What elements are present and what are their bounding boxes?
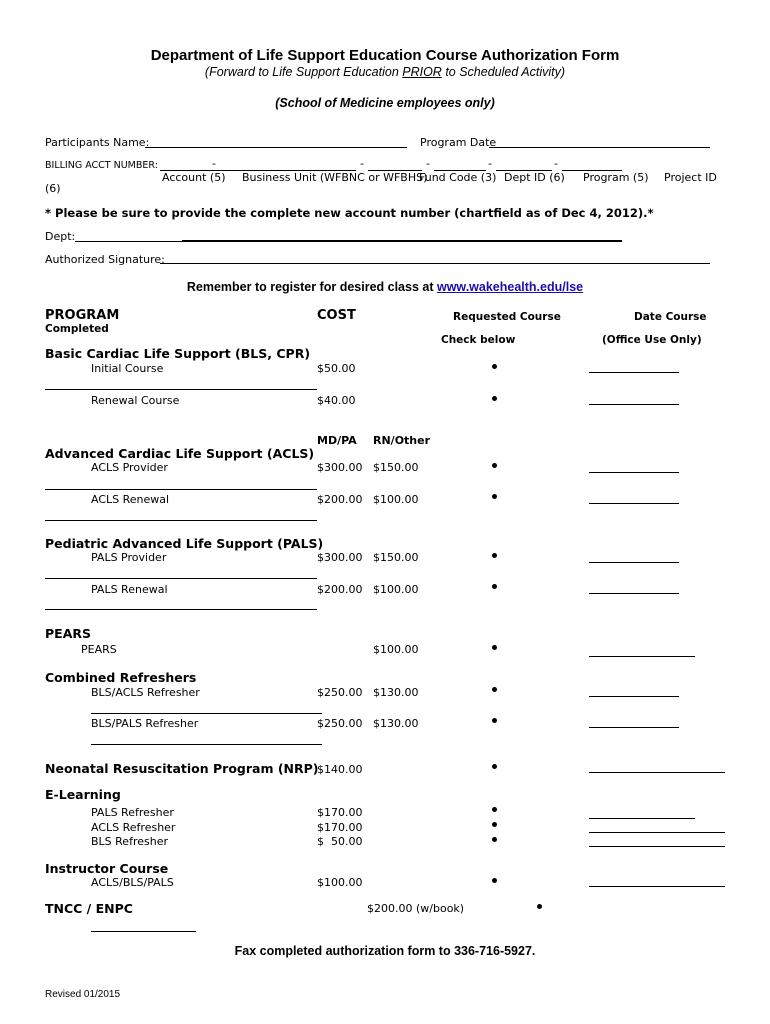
acls-renewal-date-field[interactable]	[589, 503, 679, 504]
acls-refresher-check[interactable]	[492, 822, 497, 827]
som-only-note: (School of Medicine employees only)	[275, 96, 495, 110]
pals-provider-label: PALS Provider	[91, 551, 167, 564]
dash: -	[488, 157, 492, 170]
pals-renewal-completed-line[interactable]	[45, 609, 317, 610]
bls-acls-refresher-check[interactable]	[492, 687, 497, 692]
acls-renewal-mdpa: $200.00	[317, 493, 363, 506]
mdpa-column-header: MD/PA	[317, 434, 357, 447]
acls-provider-mdpa: $300.00	[317, 461, 363, 474]
instructor-course-label: ACLS/BLS/PALS	[91, 876, 174, 889]
bls-refresher-check[interactable]	[492, 837, 497, 842]
check-below-header: Check below	[441, 334, 516, 346]
chartfield-notice: * Please be sure to provide the complete new account number (chartfield as of Dec 4, 2012).*	[45, 206, 654, 220]
pals-renewal-mdpa: $200.00	[317, 583, 363, 596]
project-id-label: Project ID	[664, 171, 717, 184]
acls-renewal-rn: $100.00	[373, 493, 419, 506]
fund-code-label: Fund Code (3)	[419, 171, 497, 184]
revised-date: Revised 01/2015	[45, 989, 121, 1000]
bls-initial-cost: $50.00	[317, 362, 356, 375]
pals-provider-rn: $150.00	[373, 551, 419, 564]
pears-label: PEARS	[81, 643, 117, 656]
nrp-date-field[interactable]	[589, 772, 725, 773]
dash: -	[554, 157, 558, 170]
cost-column-header: COST	[317, 308, 356, 323]
tncc-section-title: TNCC / ENPC	[45, 901, 133, 916]
completed-column-header: Completed	[45, 323, 109, 335]
acls-refresher-cost: $170.00	[317, 821, 363, 834]
dept-field-underline	[182, 240, 622, 241]
bls-renewal-check[interactable]	[492, 396, 497, 401]
pears-date-field[interactable]	[589, 656, 695, 657]
register-note	[0, 280, 770, 294]
dash: -	[426, 157, 430, 170]
forward-prior: PRIOR	[402, 65, 442, 79]
fax-instructions: Fax completed authorization form to 336-716-5927.	[234, 944, 536, 958]
bls-pals-refresher-completed-line[interactable]	[91, 744, 322, 745]
bls-initial-label: Initial Course	[91, 362, 164, 375]
acls-renewal-completed-line[interactable]	[45, 520, 317, 521]
program-label: Program (5)	[583, 171, 649, 184]
bls-pals-refresher-check[interactable]	[492, 718, 497, 723]
bls-acls-refresher-mdpa: $250.00	[317, 686, 363, 699]
pals-section-title: Pediatric Advanced Life Support (PALS)	[45, 536, 324, 551]
program-date-field[interactable]	[489, 147, 710, 148]
nrp-cost: $140.00	[317, 763, 363, 776]
pals-renewal-check[interactable]	[492, 584, 497, 589]
bls-acls-refresher-rn: $130.00	[373, 686, 419, 699]
tncc-completed-line[interactable]	[91, 931, 196, 932]
authorized-signature-field[interactable]	[160, 263, 710, 264]
business-unit-label: Business Unit (WFBNC or WFBHS)	[242, 171, 428, 184]
pals-provider-date-field[interactable]	[589, 562, 679, 563]
bls-section-title: Basic Cardiac Life Support (BLS, CPR)	[45, 346, 311, 361]
acls-provider-completed-line[interactable]	[45, 489, 317, 490]
instructor-course-date-field[interactable]	[589, 886, 725, 887]
register-link[interactable]: www.wakehealth.edu/lse	[436, 280, 584, 294]
dept-field[interactable]	[75, 241, 622, 242]
dept-id-label: Dept ID (6)	[504, 171, 565, 184]
acls-provider-rn: $150.00	[373, 461, 419, 474]
forward-post: to Scheduled Activity)	[441, 65, 566, 79]
bls-pals-refresher-rn: $130.00	[373, 717, 419, 730]
bls-renewal-label: Renewal Course	[91, 394, 180, 407]
forward-note	[0, 65, 770, 79]
bls-acls-refresher-date-field[interactable]	[589, 696, 679, 697]
tncc-check[interactable]	[537, 904, 542, 909]
pals-refresher-label: PALS Refresher	[91, 806, 174, 819]
acls-refresher-date-field[interactable]	[589, 832, 725, 833]
bls-refresher-date-field[interactable]	[589, 846, 725, 847]
instructor-section-title: Instructor Course	[45, 861, 169, 876]
program-column-header: PROGRAM	[45, 308, 120, 323]
pals-provider-mdpa: $300.00	[317, 551, 363, 564]
pals-refresher-date-field[interactable]	[589, 818, 695, 819]
acls-provider-label: ACLS Provider	[91, 461, 168, 474]
acls-provider-check[interactable]	[492, 463, 497, 468]
bls-renewal-cost: $40.00	[317, 394, 356, 407]
pears-check[interactable]	[492, 645, 497, 650]
billing-acct-label: BILLING ACCT NUMBER:	[45, 160, 158, 171]
instructor-course-check[interactable]	[492, 878, 497, 883]
dash: -	[360, 157, 364, 170]
bls-initial-date-field[interactable]	[589, 372, 679, 373]
bls-initial-check[interactable]	[492, 364, 497, 369]
combined-section-title: Combined Refreshers	[45, 670, 197, 685]
date-course-header: Date Course	[634, 311, 707, 323]
elearning-section-title: E-Learning	[45, 787, 121, 802]
pals-renewal-rn: $100.00	[373, 583, 419, 596]
bls-pals-refresher-mdpa: $250.00	[317, 717, 363, 730]
dept-label: Dept:	[45, 230, 76, 243]
program-date-label: Program Date	[420, 136, 497, 149]
bls-acls-refresher-completed-line[interactable]	[91, 713, 322, 714]
pals-refresher-cost: $170.00	[317, 806, 363, 819]
forward-pre: (Forward to Life Support Education	[204, 65, 403, 79]
pears-cost: $100.00	[373, 643, 419, 656]
pals-provider-check[interactable]	[492, 553, 497, 558]
bls-acls-refresher-label: BLS/ACLS Refresher	[91, 686, 200, 699]
bls-refresher-cost: $ 50.00	[317, 835, 363, 848]
acls-renewal-label: ACLS Renewal	[91, 493, 170, 506]
authorized-signature-label: Authorized Signature:	[45, 253, 165, 266]
office-use-header: (Office Use Only)	[602, 334, 702, 346]
register-text: Remember to register for desired class at	[186, 280, 437, 294]
bls-initial-completed-line[interactable]	[45, 389, 317, 390]
acls-section-title: Advanced Cardiac Life Support (ACLS)	[45, 446, 315, 461]
acls-refresher-label: ACLS Refresher	[91, 821, 176, 834]
account-label: Account (5)	[162, 171, 226, 184]
instructor-course-cost: $100.00	[317, 876, 363, 889]
pals-renewal-label: PALS Renewal	[91, 583, 168, 596]
pals-refresher-check[interactable]	[492, 807, 497, 812]
requested-course-header: Requested Course	[453, 311, 561, 323]
nrp-check[interactable]	[492, 764, 497, 769]
acls-provider-date-field[interactable]	[589, 472, 679, 473]
pals-provider-completed-line[interactable]	[45, 578, 317, 579]
project-id-num: (6)	[45, 182, 61, 195]
bls-pals-refresher-label: BLS/PALS Refresher	[91, 717, 199, 730]
participants-name-label: Participants Name:	[45, 136, 150, 149]
participants-name-field[interactable]	[145, 147, 407, 148]
pears-section-title: PEARS	[45, 626, 92, 641]
acls-renewal-check[interactable]	[492, 494, 497, 499]
bls-refresher-label: BLS Refresher	[91, 835, 168, 848]
tncc-cost: $200.00 (w/book)	[367, 902, 465, 915]
nrp-section-title: Neonatal Resuscitation Program (NRP)	[45, 761, 319, 776]
rnother-column-header: RN/Other	[373, 434, 431, 447]
form-title: Department of Life Support Education Course Authorization Form	[150, 47, 620, 64]
dash: -	[212, 157, 216, 170]
bls-renewal-date-field[interactable]	[589, 404, 679, 405]
pals-renewal-date-field[interactable]	[589, 593, 679, 594]
bls-pals-refresher-date-field[interactable]	[589, 727, 679, 728]
